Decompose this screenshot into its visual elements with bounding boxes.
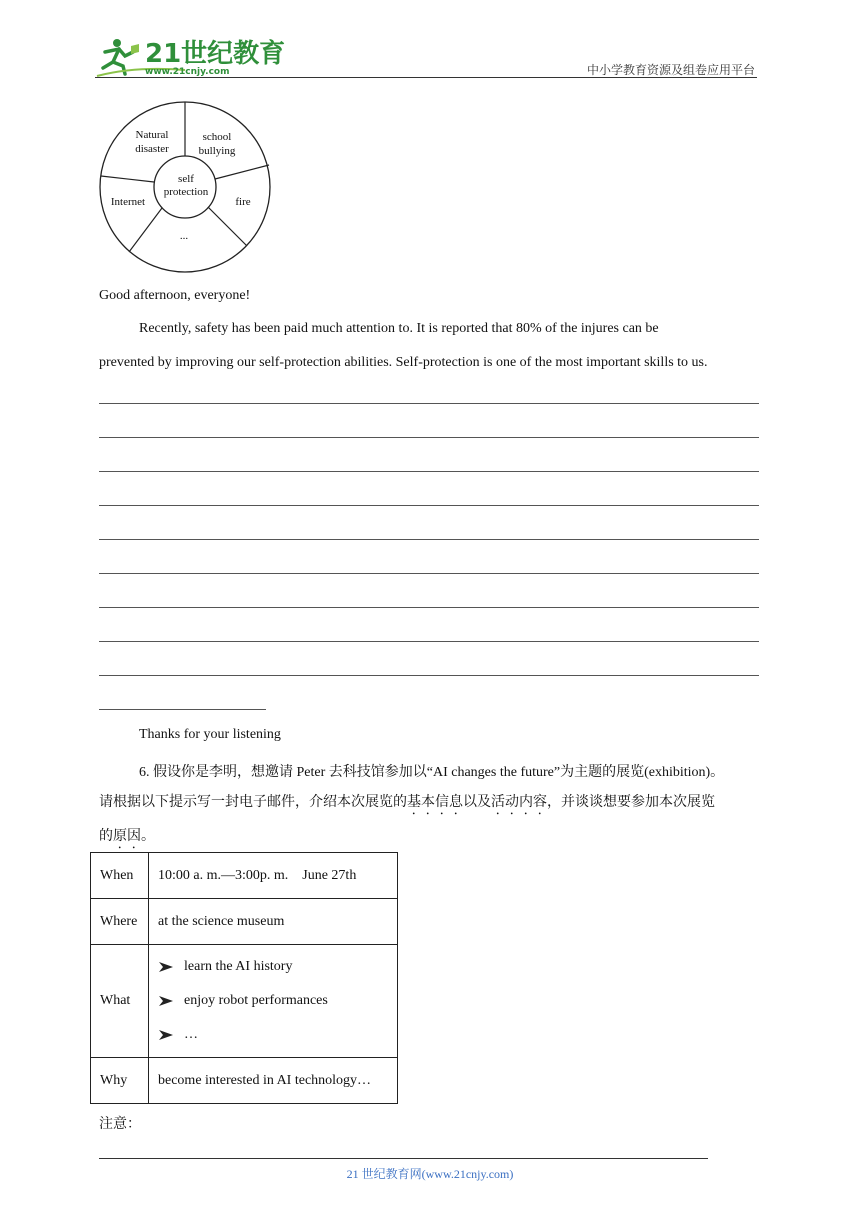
what-label: What — [91, 945, 149, 1058]
question6-line1: 6. 假设你是李明，想邀请 Peter 去科技馆参加以“AI changes the future”为主题的展览(exhibition)。 — [139, 765, 725, 780]
table-row-where — [91, 899, 398, 945]
what-list — [149, 945, 398, 1058]
segment-fire: fire — [235, 196, 251, 208]
table-row-what — [91, 945, 398, 1058]
emphasis-reason: 原因 — [113, 829, 141, 844]
list-item — [158, 984, 388, 1018]
note-label: 注意： — [99, 1117, 141, 1132]
list-item — [158, 950, 388, 984]
when-label: When — [91, 853, 149, 899]
list-item — [158, 1018, 388, 1052]
question6-line2 — [99, 791, 715, 818]
writing-line[interactable] — [99, 505, 759, 506]
site-logo — [95, 36, 286, 78]
question6-text: 请根据以下提示写一封电子邮件，介绍本次展览的 — [99, 795, 407, 810]
writing-line[interactable] — [99, 437, 759, 438]
arrow-bullet-icon — [158, 961, 174, 973]
what-item: … — [184, 1027, 198, 1042]
logo-text: 21世纪教育 — [145, 39, 286, 69]
what-item: enjoy robot performances — [184, 993, 328, 1008]
writing-line-short[interactable] — [99, 709, 266, 710]
question6-text: 的 — [99, 829, 113, 844]
arrow-bullet-icon — [158, 1029, 174, 1041]
divider-line — [215, 165, 269, 179]
segment-internet: Internet — [110, 196, 146, 208]
writing-line[interactable] — [99, 403, 759, 404]
footer-text[interactable]: 21 世纪教育网(www.21cnjy.com) — [346, 1167, 514, 1181]
segment-school-bullying-line2: bullying — [198, 145, 236, 157]
writing-line[interactable] — [99, 471, 759, 472]
center-label-line1: self — [178, 173, 194, 185]
emphasis-activities: 活动内容 — [491, 795, 547, 810]
divider-line — [208, 207, 247, 246]
exhibition-info-table — [90, 852, 398, 1104]
center-label-line2: protection — [163, 186, 209, 198]
why-label: Why — [91, 1058, 149, 1104]
speech-opening-line1: Recently, safety has been paid much attention to. It is reported that 80% of the injures can be — [139, 321, 659, 336]
platform-name: 中小学教育资源及组卷应用平台 — [586, 63, 755, 77]
where-label: Where — [91, 899, 149, 945]
why-value: become interested in AI technology… — [149, 1058, 398, 1104]
writing-line[interactable] — [99, 573, 759, 574]
greeting: Good afternoon, everyone! — [99, 288, 251, 303]
speech-closing: Thanks for your listening — [139, 727, 281, 742]
divider-line — [101, 176, 154, 182]
table-row-when — [91, 853, 398, 899]
writing-line[interactable] — [99, 675, 759, 676]
writing-line[interactable] — [99, 641, 759, 642]
when-value: 10:00 a. m.—3:00p. m. June 27th — [149, 853, 398, 899]
what-item: learn the AI history — [184, 959, 293, 974]
segment-natural-disaster-line1: Natural — [135, 129, 169, 141]
segment-natural-disaster-line2: disaster — [135, 143, 169, 155]
where-value: at the science museum — [149, 899, 398, 945]
emphasis-basic-info: 基本信息 — [407, 795, 463, 810]
footer-divider — [99, 1158, 708, 1159]
writing-line[interactable] — [99, 539, 759, 540]
segment-ellipsis: ... — [179, 230, 189, 242]
segment-school-bullying-line1: school — [202, 131, 232, 143]
self-protection-diagram — [99, 100, 271, 274]
writing-line[interactable] — [99, 607, 759, 608]
question6-text: 。 — [141, 829, 155, 844]
header-divider — [95, 77, 757, 78]
speech-opening-line2: prevented by improving our self-protection abilities. Self-protection is one of the most important skills to us. — [99, 355, 708, 370]
table-row-why — [91, 1058, 398, 1104]
logo-url: www.21cnjy.com — [145, 67, 230, 77]
question6-line3 — [99, 825, 155, 852]
question6-text: 以及 — [463, 795, 491, 810]
arrow-bullet-icon — [158, 995, 174, 1007]
divider-line — [129, 208, 162, 252]
question6-text: ，并谈谈想要参加本次展览 — [547, 795, 715, 810]
